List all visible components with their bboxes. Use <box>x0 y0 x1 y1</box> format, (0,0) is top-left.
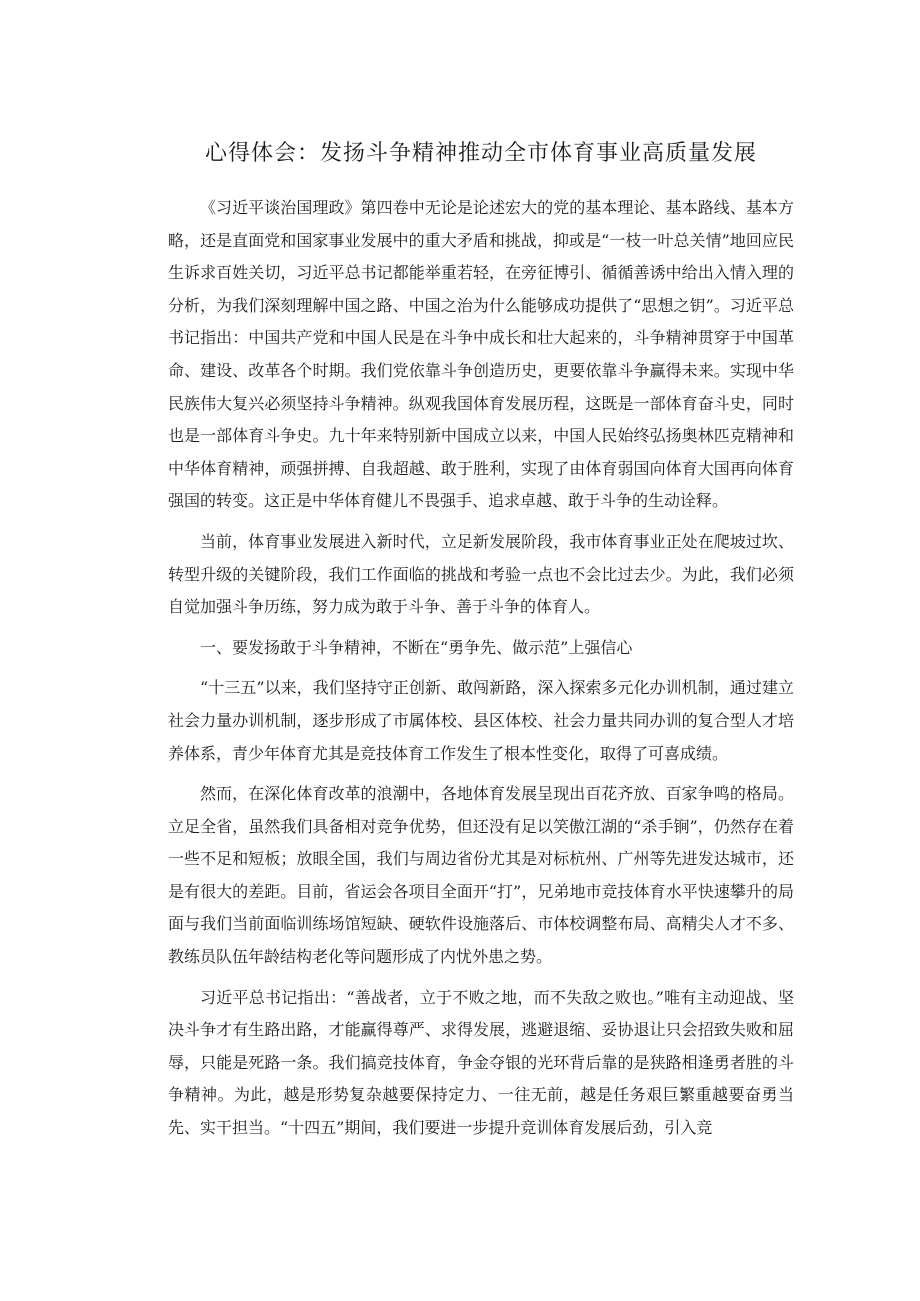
paragraph-current-stage: 当前，体育事业发展进入新时代，立足新发展阶段，我市体育事业正处在爬坡过坎、转型升级的关键阶段，我们工作面临的挑战和考验一点也不会比过去少。为此，我们必须自觉加强斗争历练，努力成为敢于斗争、善于斗争的体育人。 <box>168 531 794 617</box>
document-title: 心得体会：发扬斗争精神推动全市体育事业高质量发展 <box>204 141 757 166</box>
paragraph-challenges: 然而，在深化体育改革的浪潮中，各地体育发展呈现出百花齐放、百家争鸣的格局。立足全省，虽然我们具备相对竞争优势，但还没有足以笑傲江湖的“杀手锏”，仍然存在着一些不足和短板；放眼全国，我们与周边省份尤其是对标杭州、广州等先进发达城市，还是有很大的差距。目前，省运会各项目全面开“打”，兄弟地市竞技体育水平快速攀升的局面与我们当前面临训练场馆短缺、硬软件设施落后、市体校调整布局、高精尖人才不多、教练员队伍年龄结构老化等问题形成了内忧外患之势。 <box>168 784 794 967</box>
paragraph-13th-five-year: “十三五”以来，我们坚持守正创新、敢闯新路，深入探索多元化办训机制，通过建立社会力量办训机制，逐步形成了市属体校、县区体校、社会力量共同办训的复合型人才培养体系，青少年体育尤其是竞技体育工作发生了根本性变化，取得了可喜成绩。 <box>168 678 794 763</box>
section-heading-one: 一、要发扬敢于斗争精神，不断在“勇争先、做示范”上强信心 <box>200 637 633 657</box>
document-page <box>168 138 794 1153</box>
paragraph-xi-quote: 习近平总书记指出：“善战者，立于不败之地，而不失敌之败也。”唯有主动迎战、坚决斗争才有生路出路，才能赢得尊严、求得发展，逃避退缩、妥协退让只会招致失败和屈辱，只能是死路一条。我们搞竞技体育，争金夺银的光环背后靠的是狭路相逢勇者胜的斗争精神。为此，越是形势复杂越要保持定力、一往无前，越是任务艰巨繁重越要奋勇当先、实干担当。“十四五”期间，我们要进一步提升竞训体育发展后劲，引入竞 <box>168 987 794 1138</box>
paragraph-intro: 《习近平谈治国理政》第四卷中无论是论述宏大的党的基本理论、基本路线、基本方略，还是直面党和国家事业发展中的重大矛盾和挑战，抑或是“一枝一叶总关情”地回应民生诉求百姓关切，习近平总书记都能举重若轻，在旁征博引、循循善诱中给出入情入理的分析，为我们深刻理解中国之路、中国之治为什么能够成功提供了“思想之钥”。习近平总书记指出：中国共产党和中国人民是在斗争中成长和壮大起来的，斗争精神贯穿于中国革命、建设、改革各个时期。我们党依靠斗争创造历史，更要依靠斗争赢得未来。实现中华民族伟大复兴必须坚持斗争精神。纵观我国体育发展历程，这既是一部体育奋斗史，同时也是一部体育斗争史。九十年来特别新中国成立以来，中国人民始终弘扬奥林匹克精神和中华体育精神，顽强拼搏、自我超越、敢于胜利，实现了由体育弱国向体育大国再向体育强国的转变。这正是中华体育健儿不畏强手、追求卓越、敢于斗争的生动诠释。 <box>168 198 794 511</box>
